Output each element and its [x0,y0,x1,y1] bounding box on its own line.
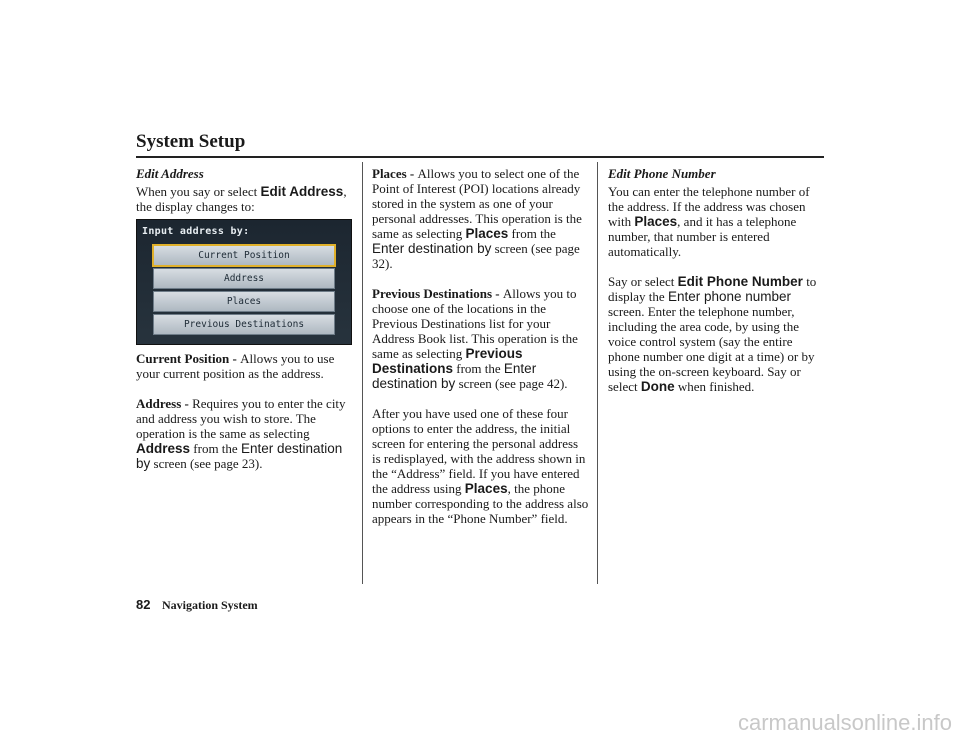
edit-phone-instructions: Say or select Edit Phone Number to display the Enter phone number screen. Enter the telephone number, including the area code, by using the voice control system (say the entire phone number one digit at a time) or by using the on-screen keyboard. Say or select Done when finished. [608,274,817,394]
edit-address-intro: When you say or select Edit Address, the display changes to: [136,184,347,214]
screen-title: Input address by: [142,226,250,237]
column-divider-1 [362,162,363,584]
page-number: 82 [136,597,151,612]
current-position-desc: Current Position - Allows you to use your current position as the address. [136,351,335,381]
input-address-screen [136,219,352,345]
column-1 [136,166,354,471]
edit-address-heading: Edit Address [136,166,204,181]
edit-phone-desc: You can enter the telephone number of the address. If the address was chosen with Places, and it has a telephone number, that number is entered automatically. [608,184,810,259]
page-title: System Setup [136,131,246,152]
places-button[interactable]: Places [153,291,335,312]
current-position-button[interactable]: Current Position [152,244,336,267]
previous-destinations-desc: Previous Destinations - Allows you to choose one of the locations in the Previous Destinations list for your Address Book list. This operation is the same as selecting Previous Destinations from the Enter destination by screen (see page 42). [372,286,578,391]
title-rule [136,156,824,158]
places-desc: Places - Allows you to select one of the Point of Interest (POI) locations already stored in the system as one of your personal addresses. This operation is the same as selecting Places from the Enter destination by screen (see page 32). [372,166,582,271]
column-divider-2 [597,162,598,584]
edit-phone-heading: Edit Phone Number [608,166,716,181]
address-desc: Address - Requires you to enter the city and address you wish to store. The operation is the same as selecting Address from the Enter destination by screen (see page 23). [136,396,346,471]
watermark: carmanualsonline.info [737,710,952,735]
address-button[interactable]: Address [153,268,335,289]
column-2 [372,166,590,526]
column-3 [608,166,826,394]
after-options-desc: After you have used one of these four options to enter the address, the initial screen for entering the personal address is redisplayed, with the address shown in the “Address” field. If you have entered the address using Places, the phone number corresponding to the address also appears in the “Phone Number” field. [372,406,589,526]
previous-destinations-button[interactable]: Previous Destinations [153,314,335,335]
ui-edit-address: Edit Address [260,184,344,199]
footer-title: Navigation System [162,598,258,612]
